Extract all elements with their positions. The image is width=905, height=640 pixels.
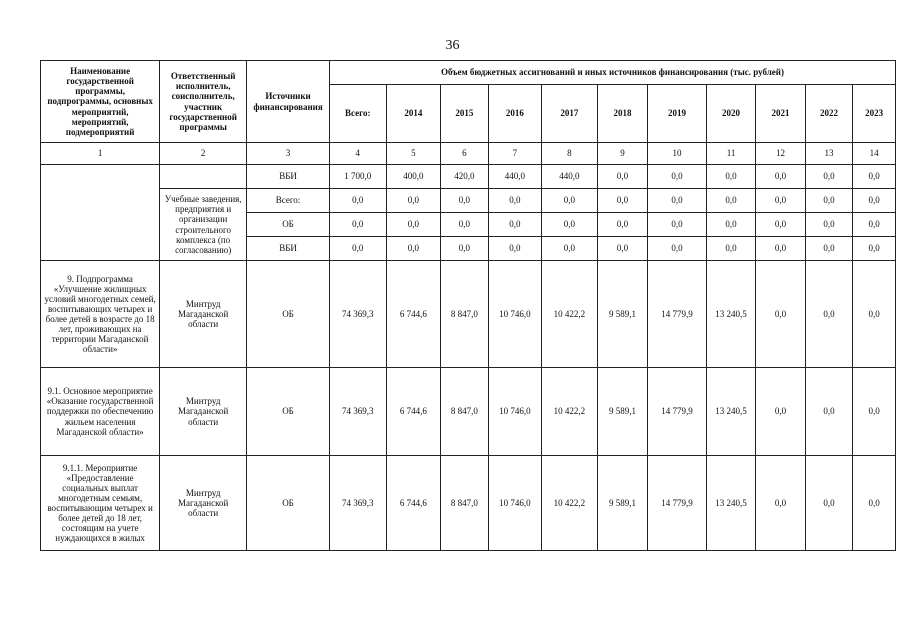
column-number: 12 <box>756 143 806 165</box>
header-row <box>41 61 896 85</box>
value-cell: 400,0 <box>386 165 441 189</box>
value-cell: 0,0 <box>805 261 852 368</box>
value-cell: 10 422,2 <box>542 261 598 368</box>
value-cell: 9 589,1 <box>597 261 648 368</box>
value-cell: 0,0 <box>597 165 648 189</box>
table-row <box>41 456 896 551</box>
value-cell: 0,0 <box>853 165 896 189</box>
value-cell: 0,0 <box>597 213 648 237</box>
table-row <box>41 165 896 189</box>
value-cell: 8 847,0 <box>441 456 488 551</box>
value-cell: 0,0 <box>853 237 896 261</box>
value-cell: 14 779,9 <box>648 368 707 456</box>
value-cell: 0,0 <box>853 456 896 551</box>
header-year: 2015 <box>441 85 488 143</box>
value-cell: 0,0 <box>386 237 441 261</box>
value-cell: 10 422,2 <box>542 456 598 551</box>
column-number: 5 <box>386 143 441 165</box>
value-cell: 6 744,6 <box>386 456 441 551</box>
value-cell: 0,0 <box>542 237 598 261</box>
column-number: 3 <box>247 143 330 165</box>
value-cell: 0,0 <box>648 213 707 237</box>
value-cell: 0,0 <box>386 213 441 237</box>
name-cell: 9.1.1. Мероприятие «Предоставление социальных выплат многодетным семьям, воспитывающим четырех и более детей до 18 лет, состоящим на учете нуждающихся в жилых <box>41 456 160 551</box>
value-cell: 0,0 <box>853 261 896 368</box>
value-cell: 8 847,0 <box>441 368 488 456</box>
name-cell-empty <box>41 165 160 261</box>
value-cell: 0,0 <box>805 189 852 213</box>
value-cell: 9 589,1 <box>597 456 648 551</box>
header-budget: Объем бюджетных ассигнований и иных источников финансирования (тыс. рублей) <box>329 61 895 85</box>
header-year: 2022 <box>805 85 852 143</box>
name-cell: 9.1. Основное мероприятие «Оказание государственной поддержки по обеспечению жильем населения Магаданской области» <box>41 368 160 456</box>
column-number: 7 <box>488 143 542 165</box>
table-row <box>41 368 896 456</box>
budget-table <box>40 60 896 551</box>
value-cell: 440,0 <box>488 165 542 189</box>
header-year: 2018 <box>597 85 648 143</box>
header-source: Источники финансирования <box>247 61 330 143</box>
value-cell: 0,0 <box>805 213 852 237</box>
header-year: 2019 <box>648 85 707 143</box>
value-cell: 74 369,3 <box>329 456 386 551</box>
value-cell: 0,0 <box>441 213 488 237</box>
executor-cell: Минтруд Магаданской области <box>160 368 247 456</box>
header-total: Всего: <box>329 85 386 143</box>
value-cell: 0,0 <box>329 189 386 213</box>
source-cell: ОБ <box>247 261 330 368</box>
value-cell: 420,0 <box>441 165 488 189</box>
source-cell: ВБИ <box>247 237 330 261</box>
column-number: 10 <box>648 143 707 165</box>
header-year: 2023 <box>853 85 896 143</box>
column-number: 1 <box>41 143 160 165</box>
value-cell: 0,0 <box>853 213 896 237</box>
source-cell: ВБИ <box>247 165 330 189</box>
value-cell: 440,0 <box>542 165 598 189</box>
header-year: 2017 <box>542 85 598 143</box>
column-number: 9 <box>597 143 648 165</box>
value-cell: 0,0 <box>441 189 488 213</box>
value-cell: 0,0 <box>706 189 756 213</box>
value-cell: 0,0 <box>648 189 707 213</box>
executor-cell-empty <box>160 165 247 189</box>
executor-cell: Учебные заведения, предприятия и организации строительного комплекса (по согласованию) <box>160 189 247 261</box>
value-cell: 10 422,2 <box>542 368 598 456</box>
value-cell: 0,0 <box>597 237 648 261</box>
value-cell: 0,0 <box>756 456 806 551</box>
value-cell: 0,0 <box>756 165 806 189</box>
value-cell: 0,0 <box>488 237 542 261</box>
value-cell: 0,0 <box>853 189 896 213</box>
value-cell: 0,0 <box>853 368 896 456</box>
value-cell: 0,0 <box>805 456 852 551</box>
value-cell: 0,0 <box>706 165 756 189</box>
executor-cell: Минтруд Магаданской области <box>160 456 247 551</box>
column-number-row <box>41 143 896 165</box>
source-cell: ОБ <box>247 368 330 456</box>
value-cell: 13 240,5 <box>706 368 756 456</box>
value-cell: 0,0 <box>805 368 852 456</box>
name-cell: 9. Подпрограмма «Улучшение жилищных условий многодетных семей, воспитывающих четырех и более детей в возрасте до 18 лет, проживающих на территории Магаданской области» <box>41 261 160 368</box>
value-cell: 0,0 <box>329 213 386 237</box>
value-cell: 0,0 <box>488 189 542 213</box>
value-cell: 8 847,0 <box>441 261 488 368</box>
column-number: 2 <box>160 143 247 165</box>
value-cell: 10 746,0 <box>488 368 542 456</box>
value-cell: 10 746,0 <box>488 456 542 551</box>
value-cell: 6 744,6 <box>386 261 441 368</box>
value-cell: 10 746,0 <box>488 261 542 368</box>
executor-cell: Минтруд Магаданской области <box>160 261 247 368</box>
header-year: 2014 <box>386 85 441 143</box>
value-cell: 0,0 <box>805 237 852 261</box>
table-row <box>41 189 896 213</box>
header-year: 2021 <box>756 85 806 143</box>
value-cell: 0,0 <box>648 237 707 261</box>
column-number: 11 <box>706 143 756 165</box>
column-number: 13 <box>805 143 852 165</box>
value-cell: 0,0 <box>542 189 598 213</box>
value-cell: 0,0 <box>488 213 542 237</box>
value-cell: 0,0 <box>805 165 852 189</box>
value-cell: 0,0 <box>648 165 707 189</box>
value-cell: 74 369,3 <box>329 261 386 368</box>
page-number: 36 <box>445 38 460 53</box>
value-cell: 0,0 <box>706 237 756 261</box>
value-cell: 9 589,1 <box>597 368 648 456</box>
source-cell: ОБ <box>247 213 330 237</box>
column-number: 6 <box>441 143 488 165</box>
value-cell: 1 700,0 <box>329 165 386 189</box>
value-cell: 74 369,3 <box>329 368 386 456</box>
value-cell: 0,0 <box>756 189 806 213</box>
value-cell: 0,0 <box>756 368 806 456</box>
value-cell: 0,0 <box>329 237 386 261</box>
column-number: 14 <box>853 143 896 165</box>
value-cell: 0,0 <box>756 237 806 261</box>
value-cell: 13 240,5 <box>706 261 756 368</box>
value-cell: 6 744,6 <box>386 368 441 456</box>
value-cell: 0,0 <box>706 213 756 237</box>
table-row <box>41 261 896 368</box>
source-cell: Всего: <box>247 189 330 213</box>
header-name: Наименование государственной программы, подпрограммы, основных мероприятий, мероприятий, подмероприятий <box>41 61 160 143</box>
header-year: 2020 <box>706 85 756 143</box>
source-cell: ОБ <box>247 456 330 551</box>
value-cell: 0,0 <box>441 237 488 261</box>
value-cell: 0,0 <box>386 189 441 213</box>
column-number: 4 <box>329 143 386 165</box>
header-year: 2016 <box>488 85 542 143</box>
header-executor: Ответственный исполнитель, соисполнитель, участник государственной программы <box>160 61 247 143</box>
value-cell: 0,0 <box>597 189 648 213</box>
value-cell: 14 779,9 <box>648 261 707 368</box>
value-cell: 0,0 <box>756 213 806 237</box>
value-cell: 0,0 <box>756 261 806 368</box>
value-cell: 13 240,5 <box>706 456 756 551</box>
value-cell: 0,0 <box>542 213 598 237</box>
value-cell: 14 779,9 <box>648 456 707 551</box>
column-number: 8 <box>542 143 598 165</box>
